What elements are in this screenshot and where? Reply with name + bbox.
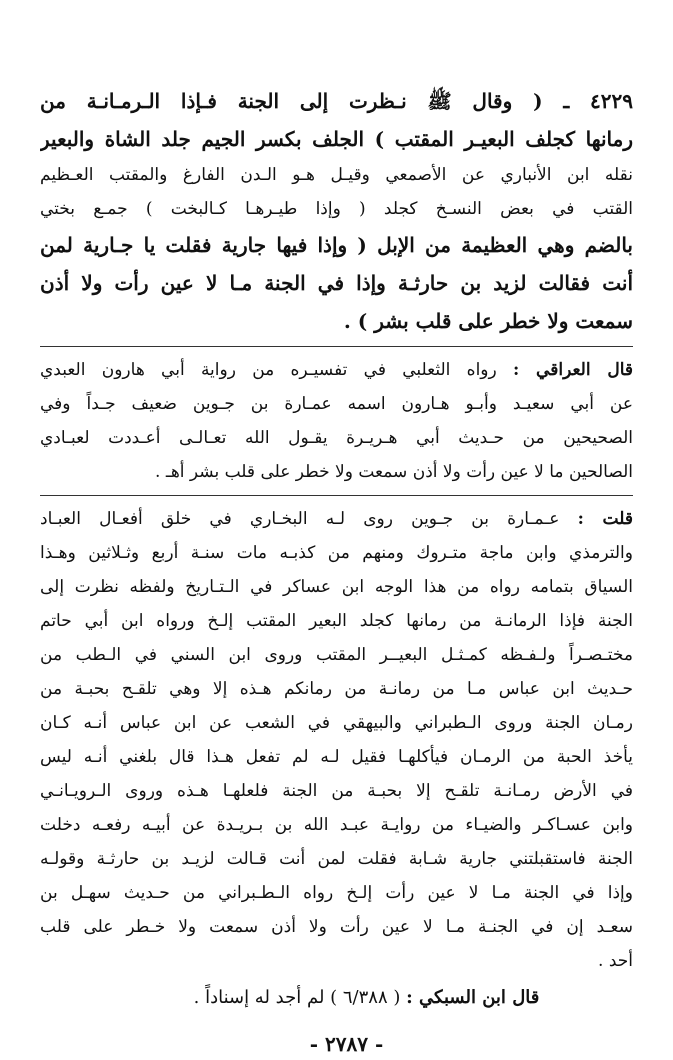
hadith-line: رمانها كجلف البعيـر المقتب ) الجلف بكسر الجيم جلد الشاة والبعير <box>40 127 633 151</box>
qultu-line: يأخذ الحبة من الرمـان فيأكلهـا فقيل لـه لم تفعل هـذا قال بلغني أنـه ليس <box>40 747 633 767</box>
page-number: - ٢٧٨٧ - <box>309 1032 384 1056</box>
iraqi-label: قال العراقي : <box>513 360 633 380</box>
iraqi-line: الصالحين ما لا عين رأت ولا أذن سمعت ولا خطر على قلب بشر أهـ . <box>155 462 633 482</box>
subki-label: قال ابن السبكي : <box>406 987 540 1008</box>
hadith-block <box>40 82 633 340</box>
qultu-label: قلت : <box>577 509 633 529</box>
qultu-line: في الأرض رمـانـة تلقـح إلا بحبـة من الجنة فلعلهـا هـذه وروى الـرويـانـي <box>40 781 633 801</box>
iraqi-line-first <box>40 353 633 387</box>
hadith-line: ٤٢٢٩ ـ ( وقال ﷺ نـظرت إلى الجنة فـإذا الـرمـانـة من <box>40 89 633 113</box>
qultu-line: الجنة فاستقبلتني جارية شـابة فقلت لمن أنت قـالت لزيـد بن حارثـة وقولـه <box>40 849 633 869</box>
qultu-line: رمـان الجنة وروى الـطبراني والبيهقي في الشعب عن ابن عباس أنـه كـان <box>40 713 633 733</box>
iraqi-line: عن أبي سعيـد وأبـو هـارون اسمه عمـارة بن جـوين ضعيف جـداً وفي <box>40 394 633 414</box>
qultu-line-text: عـمـارة بن جـوين روى لـه البخـاري في خلق أفعـال العبـاد <box>40 509 560 529</box>
subki-text: ( ٦/٣٨٨ ) لم أجد له إسناداً . <box>193 987 401 1008</box>
hadith-line: سمعت ولا خطر على قلب بشر ) . <box>343 309 633 333</box>
section-divider <box>40 346 633 347</box>
qultu-line: سعـد إن في الجنـة مـا لا عين رأت ولا أذن سمعت ولا خـطر على قلب <box>40 917 633 937</box>
qultu-line: أحد . <box>598 951 633 971</box>
subki-line <box>40 978 633 1018</box>
qultu-block <box>40 502 633 978</box>
hadith-line: القتب في بعض النسـخ كجلد ( وإذا طيـرهـا كـالبخت ) جمـع بختي <box>40 199 633 219</box>
qultu-line: السياق بتمامه رواه من هذا الوجه ابن عساكر في الـتـاريخ ولفظه نظرت إلى <box>40 577 633 597</box>
qultu-line: الجنة فإذا الرمانـة من رمانها كجلد البعير المقتب إلـخ ورواه ابن أبي حاتم <box>40 611 633 631</box>
qultu-line: مختـصـراً ولـفـظه كمـثـل البعيــر المقتب وروى ابن السني في الـطب من <box>40 645 633 665</box>
qultu-line: والترمذي وابن ماجة متـروك ومنهم من كذبـه مات سنـة أربع وثـلاثين وهـذا <box>40 543 633 563</box>
qultu-line: وابن عسـاكـر والضيـاء من روايـة عبـد الله بن بـريـدة عن أبيـه رفعـه دخلت <box>40 815 633 835</box>
iraqi-block <box>40 353 633 489</box>
iraqi-line: الصحيحين من حـديث أبي هـريـرة يقـول الله تعـالـى أعـددت لعبـادي <box>40 428 633 448</box>
iraqi-line-text: رواه الثعلبي في تفسيـره من رواية أبي هارون العبدي <box>40 360 497 380</box>
hadith-line: بالضم وهي العظيمة من الإبل ( وإذا فيها جارية فقلت يا جـارية لمن <box>40 233 633 257</box>
hadith-line: نقله ابن الأنباري عن الأصمعي وقيـل هـو الـدن الفارغ والمقتب العـظيم <box>40 165 633 185</box>
qultu-line: وإذا في الجنة مـا لا عين رأت إلـخ رواه الـطـبراني من حـديث سهـل بن <box>40 883 633 903</box>
hadith-line: أنت فقالت لزيد بن حارثـة وإذا في الجنة مـا لا عين رأت ولا أذن <box>40 271 633 295</box>
page-body <box>40 82 633 1060</box>
qultu-line-first <box>40 502 633 536</box>
qultu-line: حـديث ابن عباس مـا من رمانـة من رمانكم هـذه إلا وهي تلقـح بحبـة من <box>40 679 633 699</box>
section-divider <box>40 495 633 496</box>
